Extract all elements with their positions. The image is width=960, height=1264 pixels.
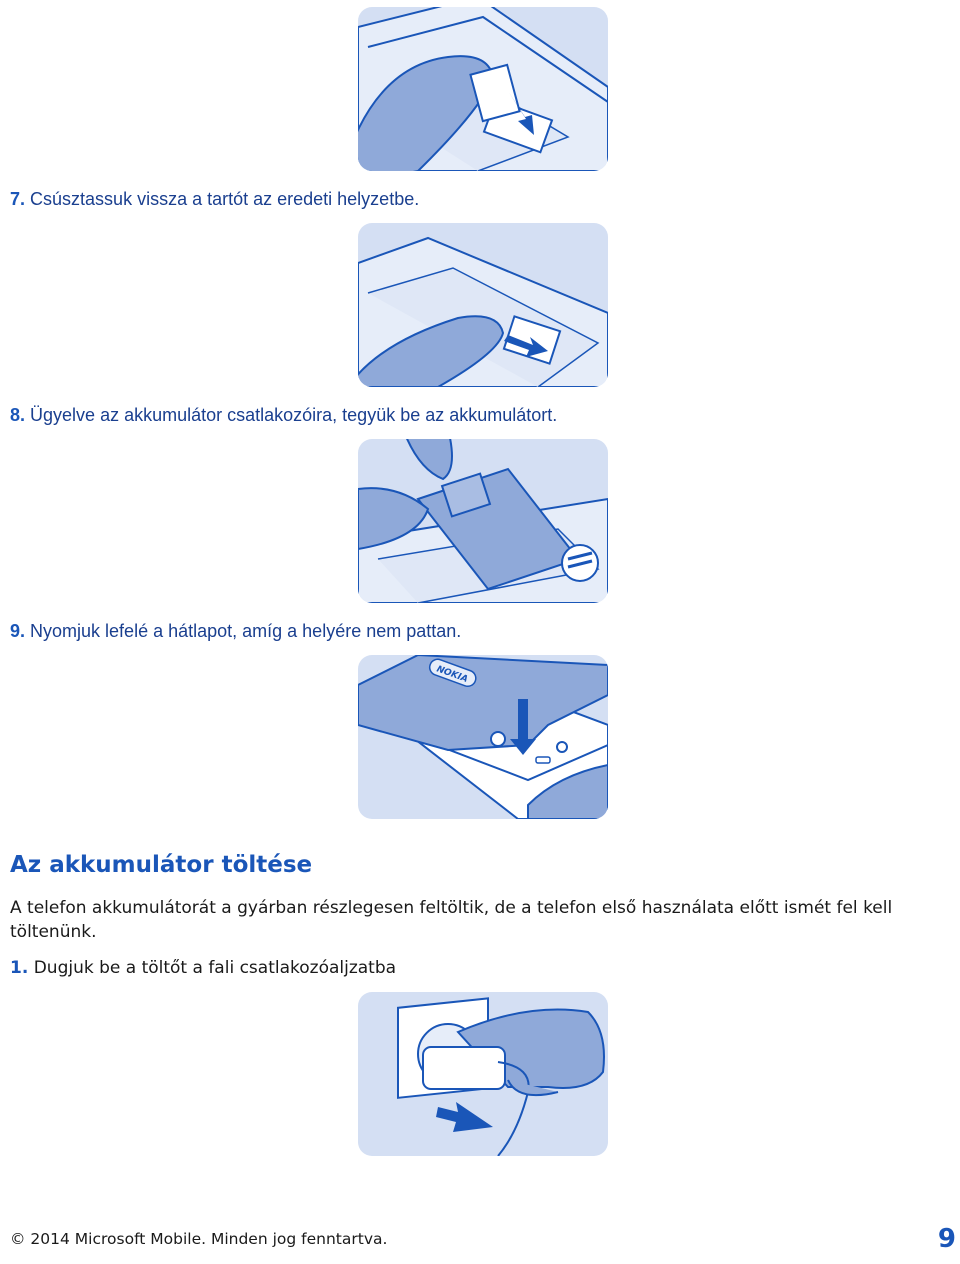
footer-copyright: © 2014 Microsoft Mobile. Minden jog fenntartva. [10, 1230, 388, 1248]
step-number: 1. [10, 958, 29, 978]
illustration-back-cover [358, 655, 608, 819]
step-text: Csúsztassuk vissza a tartót az eredeti helyzetbe. [30, 189, 420, 209]
nokia-logo: NOKIA [435, 664, 470, 685]
step-number: 8. [10, 405, 26, 425]
illustration-battery-insert [358, 439, 608, 603]
illustration-holder-push [358, 223, 608, 387]
step-number: 9. [10, 621, 26, 641]
step-text: Dugjuk be a töltőt a fali csatlakozóaljzatba [33, 958, 397, 978]
step-9 [10, 620, 461, 642]
page-number: 9 [937, 1224, 956, 1254]
charge-step-1 [10, 957, 396, 979]
section-paragraph: A telefon akkumulátorát a gyárban részlegesen feltöltik, de a telefon első használata előtt ismét fel kell töltenünk. [10, 898, 893, 942]
illustration-charger-plug [358, 992, 608, 1156]
section-heading: Az akkumulátor töltése [10, 852, 313, 878]
step-text: Nyomjuk lefelé a hátlapot, amíg a helyére nem pattan. [30, 621, 462, 641]
step-7 [10, 188, 419, 210]
step-number: 7. [10, 189, 26, 209]
step-8 [10, 404, 557, 426]
step-text: Ügyelve az akkumulátor csatlakozóira, tegyük be az akkumulátort. [30, 405, 558, 425]
illustration-sim-insert [358, 7, 608, 171]
